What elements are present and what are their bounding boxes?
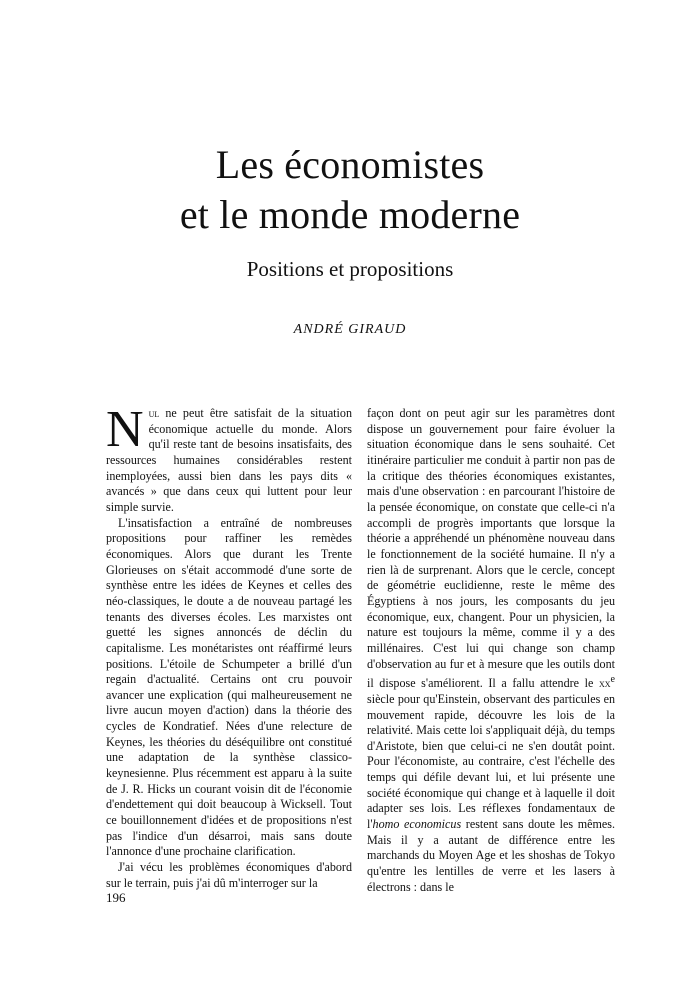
article-subtitle: Positions et propositions [246,257,454,281]
italic-term: homo economicus [372,817,462,832]
drop-cap: N [106,401,144,458]
paragraph-4-text-b: siècle pour qu'Einstein, observant des particules en mouvement rapide, découvre les lois de la relativité. Mais cette loi s'appliquait déjà, du temps d'Aristote, bien que celui-ci ne s'en doutât point. Pour l'économiste, au contraire, c'est l'échelle des temps qui défile devant lui, et lui présente une société économique qui change et à laquelle il doit adapter ses lois. Les réflexes fondamentaux de l' [367,691,615,832]
paragraph-1-text: ne peut être satisfait de la situation économique actuelle du monde. Alors qu'il reste tant de besoins insatisfaits, des ressources humaines considérables restent inemployées, aussi bien dans les pays dits « avancés » que dans ceux qui luttent pour leur simple survie. [106,406,352,514]
article-title [0,140,700,240]
title-line-1: Les économistes [215,142,485,187]
text-column-right [367,406,615,895]
paragraph-1 [106,401,352,516]
author-name: ANDRÉ GIRAUD [293,322,407,337]
title-line-2: et le monde moderne [179,192,521,237]
paragraph-2: L'insatisfaction a entraîné de nombreuses propositions pour raffiner les remèdes économiques. Alors que durant les Trente Glorieuses on s'était accommodé d'une sorte de synthèse entre les idées de Keynes et celles des néo-classiques, le doute a de nouveau partagé les tenants des diverses écoles. Les marxistes ont guetté les signes annoncés de déclin du capitalisme. Les monétaristes ont réaffirmé leurs positions. L'étoile de Schumpeter a brillé d'un regain d'actualité. Certains ont cru pouvoir avancer une explication (qui malheureusement ne livre aucun moyen d'action) dans la théorie des cycles de Kondratief. Nées d'une relecture de Keynes, les théories du déséquilibre ont constitué une adaptation de la synthèse classico-keynesienne. Plus récemment est apparu à la suite de J. R. Hicks un courant voisin dit de l'économie d'endettement qui doit beaucoup à Wicksell. Tout ce bouillonnement d'idées et de propositions n'est pas l'indice d'un désarroi, mais sans doute l'annonce d'une prochaine clarification. [106,515,352,859]
paragraph-4 [367,406,615,895]
text-column-left [106,401,352,891]
century-superscript: e [610,674,615,686]
century-numeral: xx [598,676,611,691]
paragraph-3: J'ai vécu les problèmes économiques d'abord sur le terrain, puis j'ai dû m'interroger sur la [106,860,352,890]
page-number: 196 [106,890,126,905]
paragraph-4-text-a: façon dont on peut agir sur les paramètres dont dispose un gouvernement pour faire évoluer la situation économique dans le sens souhaité. Cet itinéraire particulier me conduit à partir non pas de la critique des théories économiques existantes, mais d'une observation : en parcourant l'histoire de la pensée économique, on constate que celle-ci n'a accompli de progrès importants que lorsque la théorie a appréhendé un phénomène nouveau dans le fonctionnement de la société humaine. Il n'y a rien là de surprenant. Alors que le cercle, concept de géométrie euclidienne, reste le même des Égyptiens à nos jours, les composants du jeu économique, eux, changent. Pour un physicien, la nature est toujours la même, comme il y a des millénaires. C'est lui qui change son champ d'observation au fur et à mesure que les outils dont il dispose s'améliorent. Il a fallu attendre le [367,406,615,691]
small-caps-lead: ul [148,406,160,420]
paragraph-4-text-c: restent sans doute les mêmes. Mais il y a autant de différence entre les marchands du Moyen Age et les shoshas de Tokyo qu'entre les lentilles de verre et les lasers à électrons : dans le [367,817,615,894]
